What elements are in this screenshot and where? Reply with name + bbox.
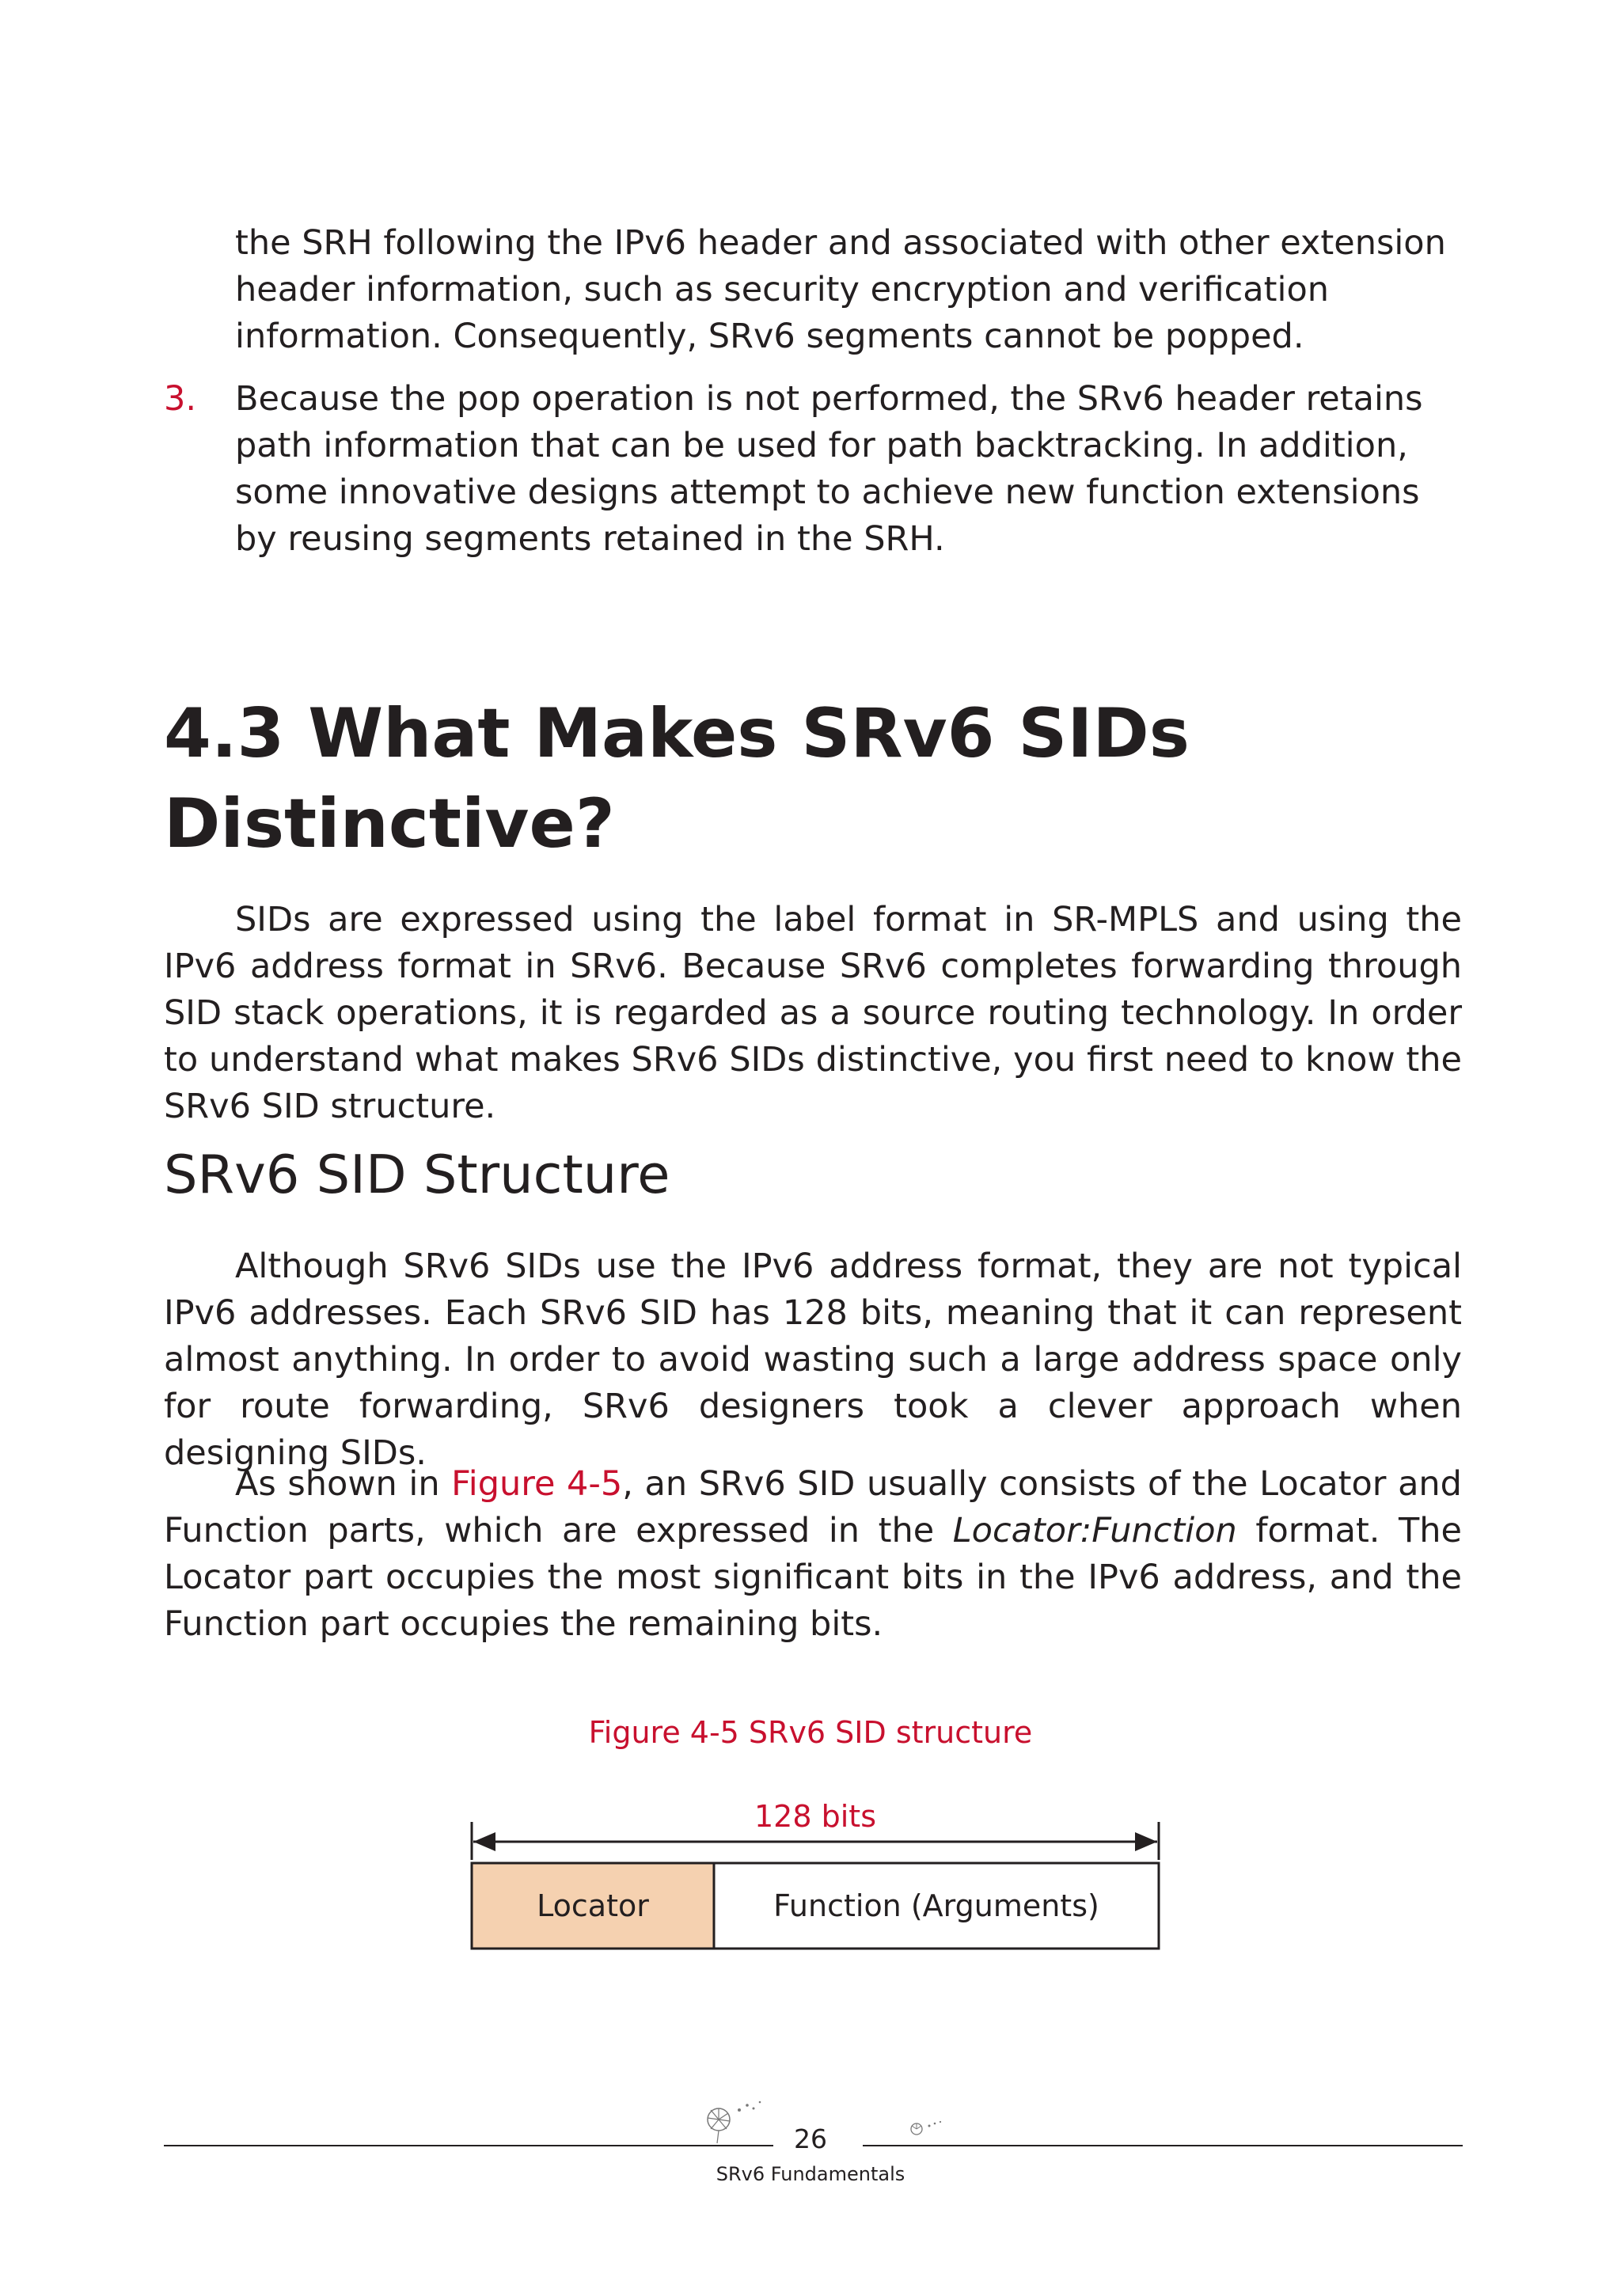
section-heading: 4.3 What Makes SRv6 SIDs Distinctive? (164, 694, 1190, 863)
continuation-paragraph: the SRH following the IPv6 header and associated with other extension header information, such as security encryption and verification information. Consequently, SRv6 segments cannot be popped. (235, 223, 1446, 356)
section-intro-paragraph: SIDs are expressed using the label format in SR-MPLS and using the IPv6 address format in SRv6. Because SRv6 completes forwarding through SID stack operations, it is regarded as a source routing technology. In order to understand what makes SRv6 SIDs distinctive, you first need to know the SRv6 SID structure. (164, 900, 1462, 1126)
structure-paragraph-1: Although SRv6 SIDs use the IPv6 address format, they are not typical IPv6 addresses. Each SRv6 SID has 128 bits, meaning that it can represent almost anything. In order to avoid wasting such a large address space only for route forwarding, SRv6 designers took a clever approach when designing SIDs. (164, 1247, 1462, 1473)
structure-paragraph-2 (164, 1461, 1462, 1648)
arrow-left-head (473, 1832, 495, 1851)
para2-text-middle: , an SRv6 SID usually consists of the Locator and Function parts, which are expressed in the (164, 1464, 1462, 1550)
subsection-heading: SRv6 SID Structure (164, 1144, 670, 1205)
page-number: 26 (794, 2123, 827, 2154)
sid-structure-figure (459, 1790, 1164, 1972)
book-title: SRv6 Fundamentals (716, 2163, 905, 2185)
figure-caption: Figure 4-5 SRv6 SID structure (588, 1715, 1033, 1750)
arrow-right-head (1135, 1832, 1157, 1851)
para2-text-after: format. The Locator part occupies the most significant bits in the IPv6 address, and the Function part occupies the remaining bits. (164, 1511, 1462, 1644)
bits-width-label: 128 bits (754, 1799, 876, 1834)
figure-4-5-link[interactable]: Figure 4-5 (451, 1464, 623, 1504)
para2-text-before: As shown in (235, 1464, 452, 1504)
locator-function-italic: Locator:Function (952, 1511, 1237, 1550)
list-item-text: Because the pop operation is not performed, the SRv6 header retains path information that can be used for path backtracking. In addition, some innovative designs attempt to achieve new function extensions by reusing segments retained in the SRH. (235, 379, 1423, 559)
list-item-number: 3. (164, 379, 197, 419)
function-label: Function (Arguments) (773, 1888, 1099, 1923)
locator-label: Locator (537, 1888, 649, 1923)
